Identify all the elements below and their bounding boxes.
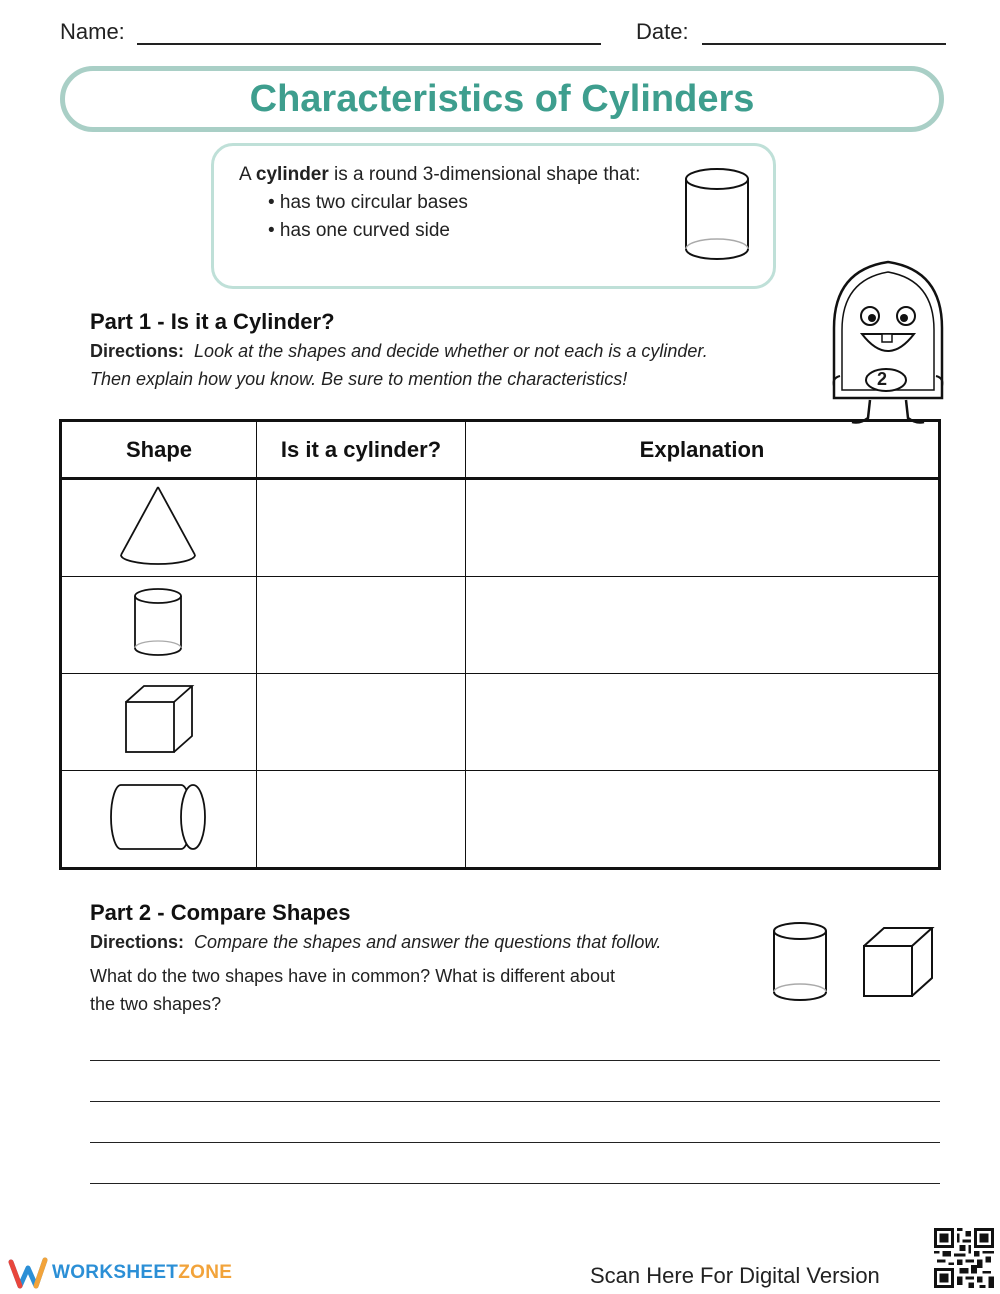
definition-term: cylinder <box>255 164 329 185</box>
part1-directions-line1: Look at the shapes and decide whether or not each is a cylinder. <box>194 341 708 361</box>
explanation-cell[interactable] <box>466 479 940 577</box>
definition-bullet-2: • has one curved side <box>268 220 450 241</box>
answer-line[interactable] <box>90 1142 940 1143</box>
part2-question-line2: the two shapes? <box>90 994 222 1014</box>
brand-name <box>52 1262 232 1284</box>
shape-cell <box>61 674 257 771</box>
shape-cell <box>61 479 257 577</box>
part2-directions-label: Directions: <box>90 932 185 952</box>
table-row <box>61 674 940 771</box>
part1-heading: Part 1 - Is it a Cylinder? <box>90 309 335 334</box>
name-field[interactable] <box>137 43 601 45</box>
brand-part2: ZONE <box>178 1262 233 1283</box>
scan-text: Scan Here For Digital Version <box>590 1263 880 1288</box>
answer-line[interactable] <box>90 1183 940 1184</box>
page-title: Characteristics of Cylinders <box>249 77 755 120</box>
definition-suffix: is a round 3-dimensional shape that: <box>328 164 641 185</box>
part1-directions-label: Directions: <box>90 341 185 361</box>
date-label: Date: <box>636 19 689 44</box>
shape-cell <box>61 577 257 674</box>
mascot-illustration <box>826 258 950 432</box>
header-is-cylinder: Is it a cylinder? <box>257 421 466 479</box>
answer-line[interactable] <box>90 1101 940 1102</box>
cylinder-icon <box>682 165 754 263</box>
definition-prefix: A <box>239 164 256 185</box>
answer-line[interactable] <box>90 1060 940 1061</box>
cylinder-table <box>59 419 941 870</box>
date-field[interactable] <box>702 43 946 45</box>
table-row <box>61 577 940 674</box>
part2-directions-text: Compare the shapes and answer the questions that follow. <box>194 932 662 952</box>
definition-bullet-1: • has two circular bases <box>268 192 468 213</box>
horizontal-cylinder-icon <box>107 781 211 853</box>
table-header-row <box>61 421 940 479</box>
part1-directions <box>90 341 708 362</box>
header-shape: Shape <box>61 421 257 479</box>
explanation-cell[interactable] <box>466 577 940 674</box>
answer-cell[interactable] <box>257 479 466 577</box>
worksheet-zone-logo-icon <box>8 1256 48 1290</box>
answer-cell[interactable] <box>257 577 466 674</box>
title-banner <box>60 66 944 132</box>
cone-icon <box>117 483 201 569</box>
cube-icon <box>122 682 196 758</box>
name-label: Name: <box>60 19 125 44</box>
explanation-cell[interactable] <box>466 674 940 771</box>
answer-cell[interactable] <box>257 674 466 771</box>
part1-directions-cont <box>90 369 627 390</box>
part2-directions <box>90 932 661 953</box>
part1-directions-line2: Then explain how you know. Be sure to mention the characteristics! <box>90 369 628 389</box>
part2-question-line1: What do the two shapes have in common? What is different about <box>90 966 615 986</box>
shape-cell <box>61 771 257 869</box>
cube-icon <box>860 924 936 1002</box>
table-row <box>61 479 940 577</box>
part2-heading: Part 2 - Compare Shapes <box>90 900 351 925</box>
header-explanation: Explanation <box>466 421 940 479</box>
cylinder-icon <box>131 586 187 660</box>
qr-code-icon[interactable] <box>934 1228 994 1288</box>
table-row <box>61 771 940 869</box>
explanation-cell[interactable] <box>466 771 940 869</box>
cylinder-icon <box>770 920 832 1006</box>
answer-cell[interactable] <box>257 771 466 869</box>
brand-part1: WORKSHEET <box>52 1262 179 1283</box>
definition-text <box>239 164 640 186</box>
mascot-number: 2 <box>876 369 887 389</box>
